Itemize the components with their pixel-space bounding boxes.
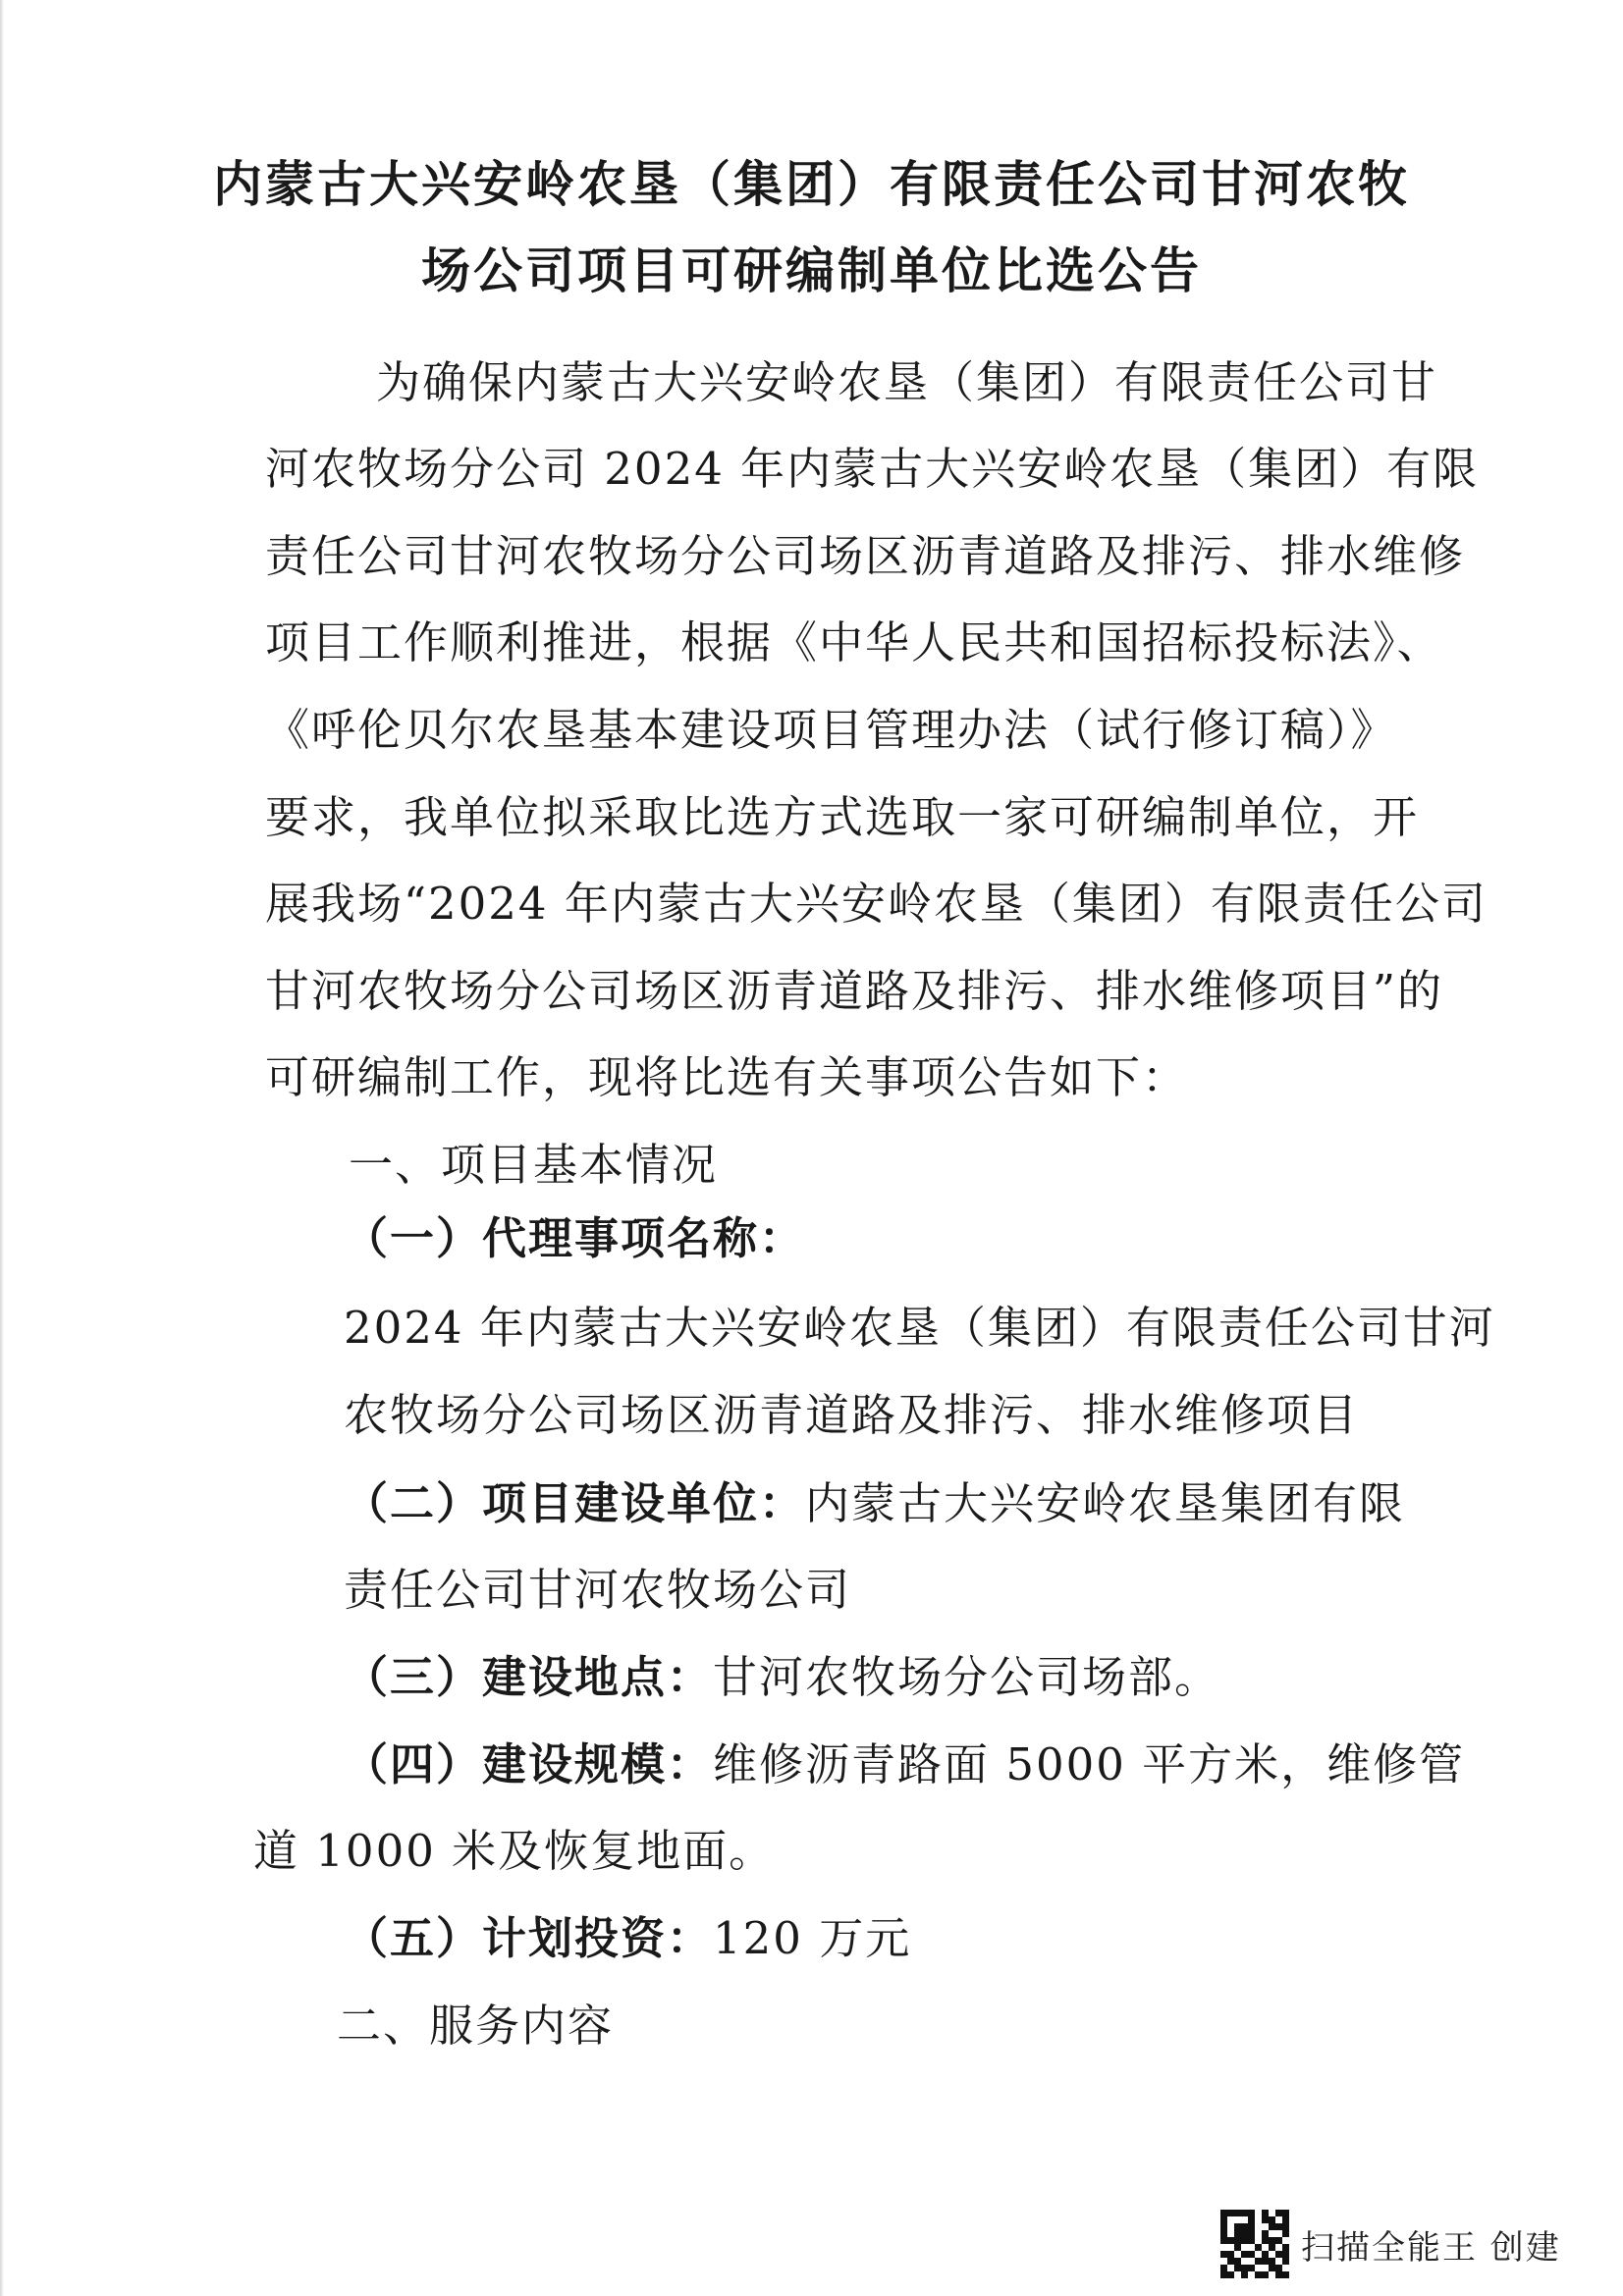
watermark-text: 扫描全能王 创建 bbox=[1301, 2227, 1561, 2268]
intro-line-8: 甘河农牧场分公司场区沥青道路及排污、排水维修项目”的 bbox=[265, 965, 1444, 1017]
intro-line-3: 责任公司甘河农牧场分公司场区沥青道路及排污、排水维修 bbox=[265, 530, 1466, 582]
document-title-line-2: 场公司项目可研编制单位比选公告 bbox=[421, 242, 1202, 299]
section-2-heading: 二、服务内容 bbox=[337, 2000, 615, 2052]
item-2-row bbox=[344, 1476, 1405, 1531]
intro-line-6: 要求，我单位拟采取比选方式选取一家可研编制单位，开 bbox=[265, 791, 1420, 843]
intro-line-7: 展我场“2024 年内蒙古大兴安岭农垦（集团）有限责任公司 bbox=[265, 878, 1488, 930]
intro-line-9: 可研编制工作，现将比选有关事项公告如下： bbox=[265, 1051, 1189, 1103]
item-3-label: （三）建设地点： bbox=[344, 1651, 714, 1703]
item-4-continuation: 道 1000 米及恢复地面。 bbox=[253, 1825, 776, 1877]
intro-line-2: 河农牧场分公司 2024 年内蒙古大兴安岭农垦（集团）有限 bbox=[265, 443, 1480, 495]
qr-code-icon bbox=[1220, 2210, 1289, 2278]
item-4-value: 维修沥青路面 5000 平方米，维修管 bbox=[713, 1738, 1466, 1790]
intro-line-4: 项目工作顺利推进，根据《中华人民共和国招标投标法》、 bbox=[265, 616, 1443, 668]
intro-line-5: 《呼伦贝尔农垦基本建设项目管理办法（试行修订稿）》 bbox=[265, 704, 1397, 756]
item-4-row bbox=[344, 1737, 1465, 1792]
item-1-line-1: 2024 年内蒙古大兴安岭农垦（集团）有限责任公司甘河 bbox=[344, 1302, 1495, 1354]
item-2-continuation: 责任公司甘河农牧场公司 bbox=[344, 1564, 852, 1616]
item-1-label: （一）代理事项名称： bbox=[344, 1212, 806, 1264]
item-5-row bbox=[344, 1911, 911, 1966]
item-4-label: （四）建设规模： bbox=[344, 1738, 714, 1790]
item-2-value: 内蒙古大兴安岭农垦集团有限 bbox=[805, 1477, 1406, 1529]
scan-edge-shadow bbox=[0, 0, 4, 2296]
section-1-heading: 一、项目基本情况 bbox=[349, 1139, 719, 1191]
item-1-line-2: 农牧场分公司场区沥青道路及排污、排水维修项目 bbox=[344, 1389, 1360, 1441]
item-5-value: 120 万元 bbox=[713, 1912, 912, 1964]
item-3-row bbox=[344, 1650, 1220, 1705]
document-title-line-1: 内蒙古大兴安岭农垦（集团）有限责任公司甘河农牧 bbox=[213, 156, 1410, 213]
intro-line-1: 为确保内蒙古大兴安岭农垦（集团）有限责任公司甘 bbox=[376, 356, 1438, 408]
item-3-value: 甘河农牧场分公司场部。 bbox=[713, 1651, 1221, 1703]
item-2-label: （二）项目建设单位： bbox=[344, 1477, 806, 1529]
scanner-watermark bbox=[1220, 2209, 1561, 2279]
item-5-label: （五）计划投资： bbox=[344, 1912, 714, 1964]
